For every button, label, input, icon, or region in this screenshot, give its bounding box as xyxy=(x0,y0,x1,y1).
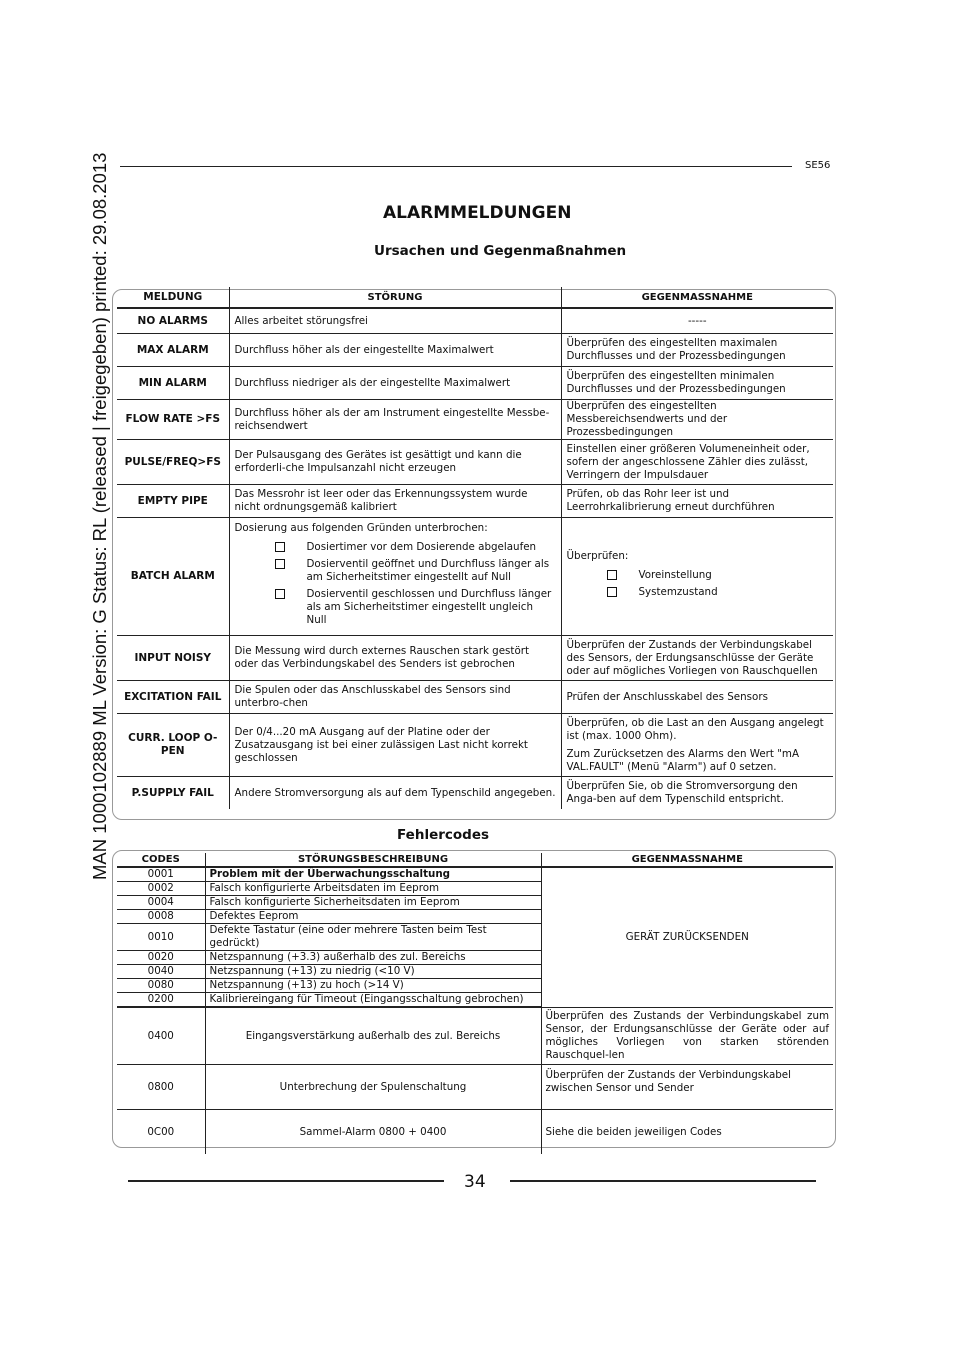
checkbox-icon xyxy=(275,559,285,569)
desc-cell: Kalibriereingang für Timeout (Eingangsschaltung gebrochen) xyxy=(205,993,541,1008)
table-row xyxy=(117,867,833,882)
desc-cell: Falsch konfigurierte Arbeitsdaten im Eeprom xyxy=(205,882,541,896)
desc-cell: Unterbrechung der Spulenschaltung xyxy=(205,1065,541,1110)
table-row xyxy=(117,681,833,714)
stoerung-cell: Andere Stromversorgung als auf dem Typenschild angegeben. xyxy=(229,777,561,810)
table-row xyxy=(117,1007,833,1065)
code-cell: 0001 xyxy=(117,867,205,882)
massnahme-cell: Überprüfen des eingestellten maximalen Durchflusses und der Prozessbedingungen xyxy=(561,334,833,367)
col-header-stoerung: STÖRUNG xyxy=(229,287,561,308)
massnahme-cell xyxy=(561,518,833,636)
action-cell: Überprüfen des Zustands der Verbindungskabel zum Sensor, der Erdungsanschlüsse der Geräte oder auf mögliches Vorliegen von starken störenden Rauschquel-len xyxy=(545,1009,829,1061)
table-row xyxy=(117,485,833,518)
action-cell: GERÄT ZURÜCKSENDEN xyxy=(541,867,833,1007)
checkbox-icon xyxy=(607,570,617,580)
meldung-cell: BATCH ALARM xyxy=(117,518,229,636)
stoerung-cell: Die Spulen oder das Anschlusskabel des Sensors sind unterbro-chen xyxy=(229,681,561,714)
code-cell: 0200 xyxy=(117,993,205,1008)
meldung-cell: MIN ALARM xyxy=(117,367,229,400)
desc-cell: Sammel-Alarm 0800 + 0400 xyxy=(205,1110,541,1155)
section-title-fehlercodes: Fehlercodes xyxy=(397,827,490,843)
list-item: Dosierventil geschlossen und Durchfluss länger als am Sicherheitstimer eingestellt ungleich Null xyxy=(275,588,556,627)
meldung-cell: FLOW RATE >FS xyxy=(117,400,229,440)
document-metadata-sidebar: MAN 1000102889 ML Version: G Status: RL (released | freigegeben) printed: 29.08.2013 xyxy=(89,152,110,880)
code-cell: 0400 xyxy=(117,1007,205,1065)
alarm-table-header xyxy=(117,287,833,308)
meldung-cell: INPUT NOISY xyxy=(117,636,229,681)
meldung-cell: EMPTY PIPE xyxy=(117,485,229,518)
massnahme-cell: Überprüfen Sie, ob die Stromversorgung den Anga-ben auf dem Typenschild entspricht. xyxy=(561,777,833,810)
code-cell: 0080 xyxy=(117,979,205,993)
meldung-cell: PULSE/FREQ>FS xyxy=(117,440,229,485)
stoerung-cell: Durchfluss niedriger als der eingestellte Maximalwert xyxy=(229,367,561,400)
col-header-massnahme: GEGENMASSNAHME xyxy=(561,287,833,308)
desc-cell: Problem mit der Überwachungsschaltung xyxy=(205,867,541,882)
massnahme-cell: Überprüfen des eingestellten minimalen Durchflusses und der Prozessbedingungen xyxy=(561,367,833,400)
table-row xyxy=(117,714,833,777)
stoerung-cell xyxy=(229,518,561,636)
checkbox-icon xyxy=(607,587,617,597)
table-row xyxy=(117,440,833,485)
checkbox-icon xyxy=(275,589,285,599)
massnahme-cell: Prüfen der Anschlusskabel des Sensors xyxy=(561,681,833,714)
table-row xyxy=(117,636,833,681)
stoerung-cell: Der 0/4...20 mA Ausgang auf der Platine oder der Zusatzausgang ist bei einer zulässigen Last nicht korrekt geschlossen xyxy=(229,714,561,777)
code-cell: 0800 xyxy=(117,1065,205,1110)
col-header-beschreibung: STÖRUNGSBESCHREIBUNG xyxy=(205,853,541,867)
code-table xyxy=(117,853,833,1154)
meldung-cell: MAX ALARM xyxy=(117,334,229,367)
code-cell: 0C00 xyxy=(117,1110,205,1155)
footer-rule-left xyxy=(128,1180,444,1182)
header-rule xyxy=(120,166,792,167)
table-row xyxy=(117,1110,833,1155)
massnahme-cell: Überprüfen des eingestellten Messbereichsendwerts und der Prozessbedingungen xyxy=(561,400,833,440)
table-row xyxy=(117,367,833,400)
code-cell: 0002 xyxy=(117,882,205,896)
stoerung-cell: Das Messrohr ist leer oder das Erkennungssystem wurde nicht ordnungsgemäß kalibriert xyxy=(229,485,561,518)
stoerung-cell: Alles arbeitet störungsfrei xyxy=(229,308,561,334)
stoerung-cell: Durchfluss höher als der am Instrument eingestellte Messbe-reichsendwert xyxy=(229,400,561,440)
desc-cell: Defekte Tastatur (eine oder mehrere Tasten beim Test gedrückt) xyxy=(205,924,541,951)
page-number: 34 xyxy=(464,1172,486,1192)
meldung-cell: EXCITATION FAIL xyxy=(117,681,229,714)
massnahme-cell: Prüfen, ob das Rohr leer ist und Leerrohrkalibrierung erneut durchführen xyxy=(561,485,833,518)
desc-cell: Netzspannung (+13) zu hoch (>14 V) xyxy=(205,979,541,993)
list-item: Dosiertimer vor dem Dosierende abgelaufen xyxy=(275,541,556,554)
col-header-massnahme: GEGENMASSNAHME xyxy=(541,853,833,867)
massnahme-cell: Einstellen einer größeren Volumeneinheit oder, sofern der angeschlossene Zähler dies zulässt, Verringern der Impulsdauer xyxy=(561,440,833,485)
table-row xyxy=(117,400,833,440)
meldung-cell: CURR. LOOP O-PEN xyxy=(117,714,229,777)
meldung-cell: NO ALARMS xyxy=(117,308,229,334)
footer-rule-right xyxy=(510,1180,816,1182)
curr-massnahme-1: Überprüfen, ob die Last an den Ausgang angelegt ist (max. 1000 Ohm). xyxy=(566,716,824,742)
action-cell: Überprüfen der Zustands der Verbindungskabel zwischen Sensor und Sender xyxy=(541,1065,833,1110)
col-header-codes: CODES xyxy=(117,853,205,867)
action-cell: Siehe die beiden jeweiligen Codes xyxy=(541,1110,833,1155)
desc-cell: Netzspannung (+3.3) außerhalb des zul. Bereichs xyxy=(205,951,541,965)
curr-massnahme-2: Zum Zurücksetzen des Alarms den Wert "mA VAL.FAULT" (Menü "Alarm") auf 0 setzen. xyxy=(566,747,800,773)
massnahme-cell: Überprüfen der Zustands der Verbindungskabel des Sensors, der Erdungsanschlüsse der Geräte oder auf mögliches Vorliegen von Rauschquellen xyxy=(561,636,833,681)
desc-cell: Netzspannung (+13) zu niedrig (<10 V) xyxy=(205,965,541,979)
table-row xyxy=(117,777,833,810)
table-row xyxy=(117,308,833,334)
code-cell: 0020 xyxy=(117,951,205,965)
meldung-cell: P.SUPPLY FAIL xyxy=(117,777,229,810)
code-cell: 0008 xyxy=(117,910,205,924)
batch-intro: Dosierung aus folgenden Gründen unterbrochen: xyxy=(234,522,488,534)
table-row-batch xyxy=(117,518,833,636)
code-cell: 0040 xyxy=(117,965,205,979)
desc-cell: Defektes Eeprom xyxy=(205,910,541,924)
stoerung-cell: Durchfluss höher als der eingestellte Maximalwert xyxy=(229,334,561,367)
batch-massnahme-intro: Überprüfen: xyxy=(566,550,629,562)
list-item: Voreinstellung xyxy=(607,569,829,582)
table-row xyxy=(117,334,833,367)
stoerung-cell: Der Pulsausgang des Gerätes ist gesättigt und kann die erforderli-che Impulsanzahl nicht erzeugen xyxy=(229,440,561,485)
col-header-meldung: MELDUNG xyxy=(117,287,229,308)
alarm-table xyxy=(117,287,833,809)
table-row xyxy=(117,1065,833,1110)
code-table-header xyxy=(117,853,833,867)
header-code: SE56 xyxy=(805,160,831,171)
list-item: Dosierventil geöffnet und Durchfluss länger als am Sicherheitstimer eingestellt auf Null xyxy=(275,558,556,584)
page-subtitle: Ursachen und Gegenmaßnahmen xyxy=(374,243,627,259)
desc-cell: Falsch konfigurierte Sicherheitsdaten im Eeprom xyxy=(205,896,541,910)
massnahme-cell xyxy=(561,714,833,777)
desc-cell: Eingangsverstärkung außerhalb des zul. Bereichs xyxy=(205,1007,541,1065)
code-cell: 0004 xyxy=(117,896,205,910)
checkbox-icon xyxy=(275,542,285,552)
massnahme-cell: ----- xyxy=(687,314,707,327)
code-cell: 0010 xyxy=(117,924,205,951)
list-item: Systemzustand xyxy=(607,586,829,599)
page-title: ALARMMELDUNGEN xyxy=(383,203,572,223)
stoerung-cell: Die Messung wird durch externes Rauschen stark gestört oder das Verbindungskabel des Senders ist gebrochen xyxy=(229,636,561,681)
